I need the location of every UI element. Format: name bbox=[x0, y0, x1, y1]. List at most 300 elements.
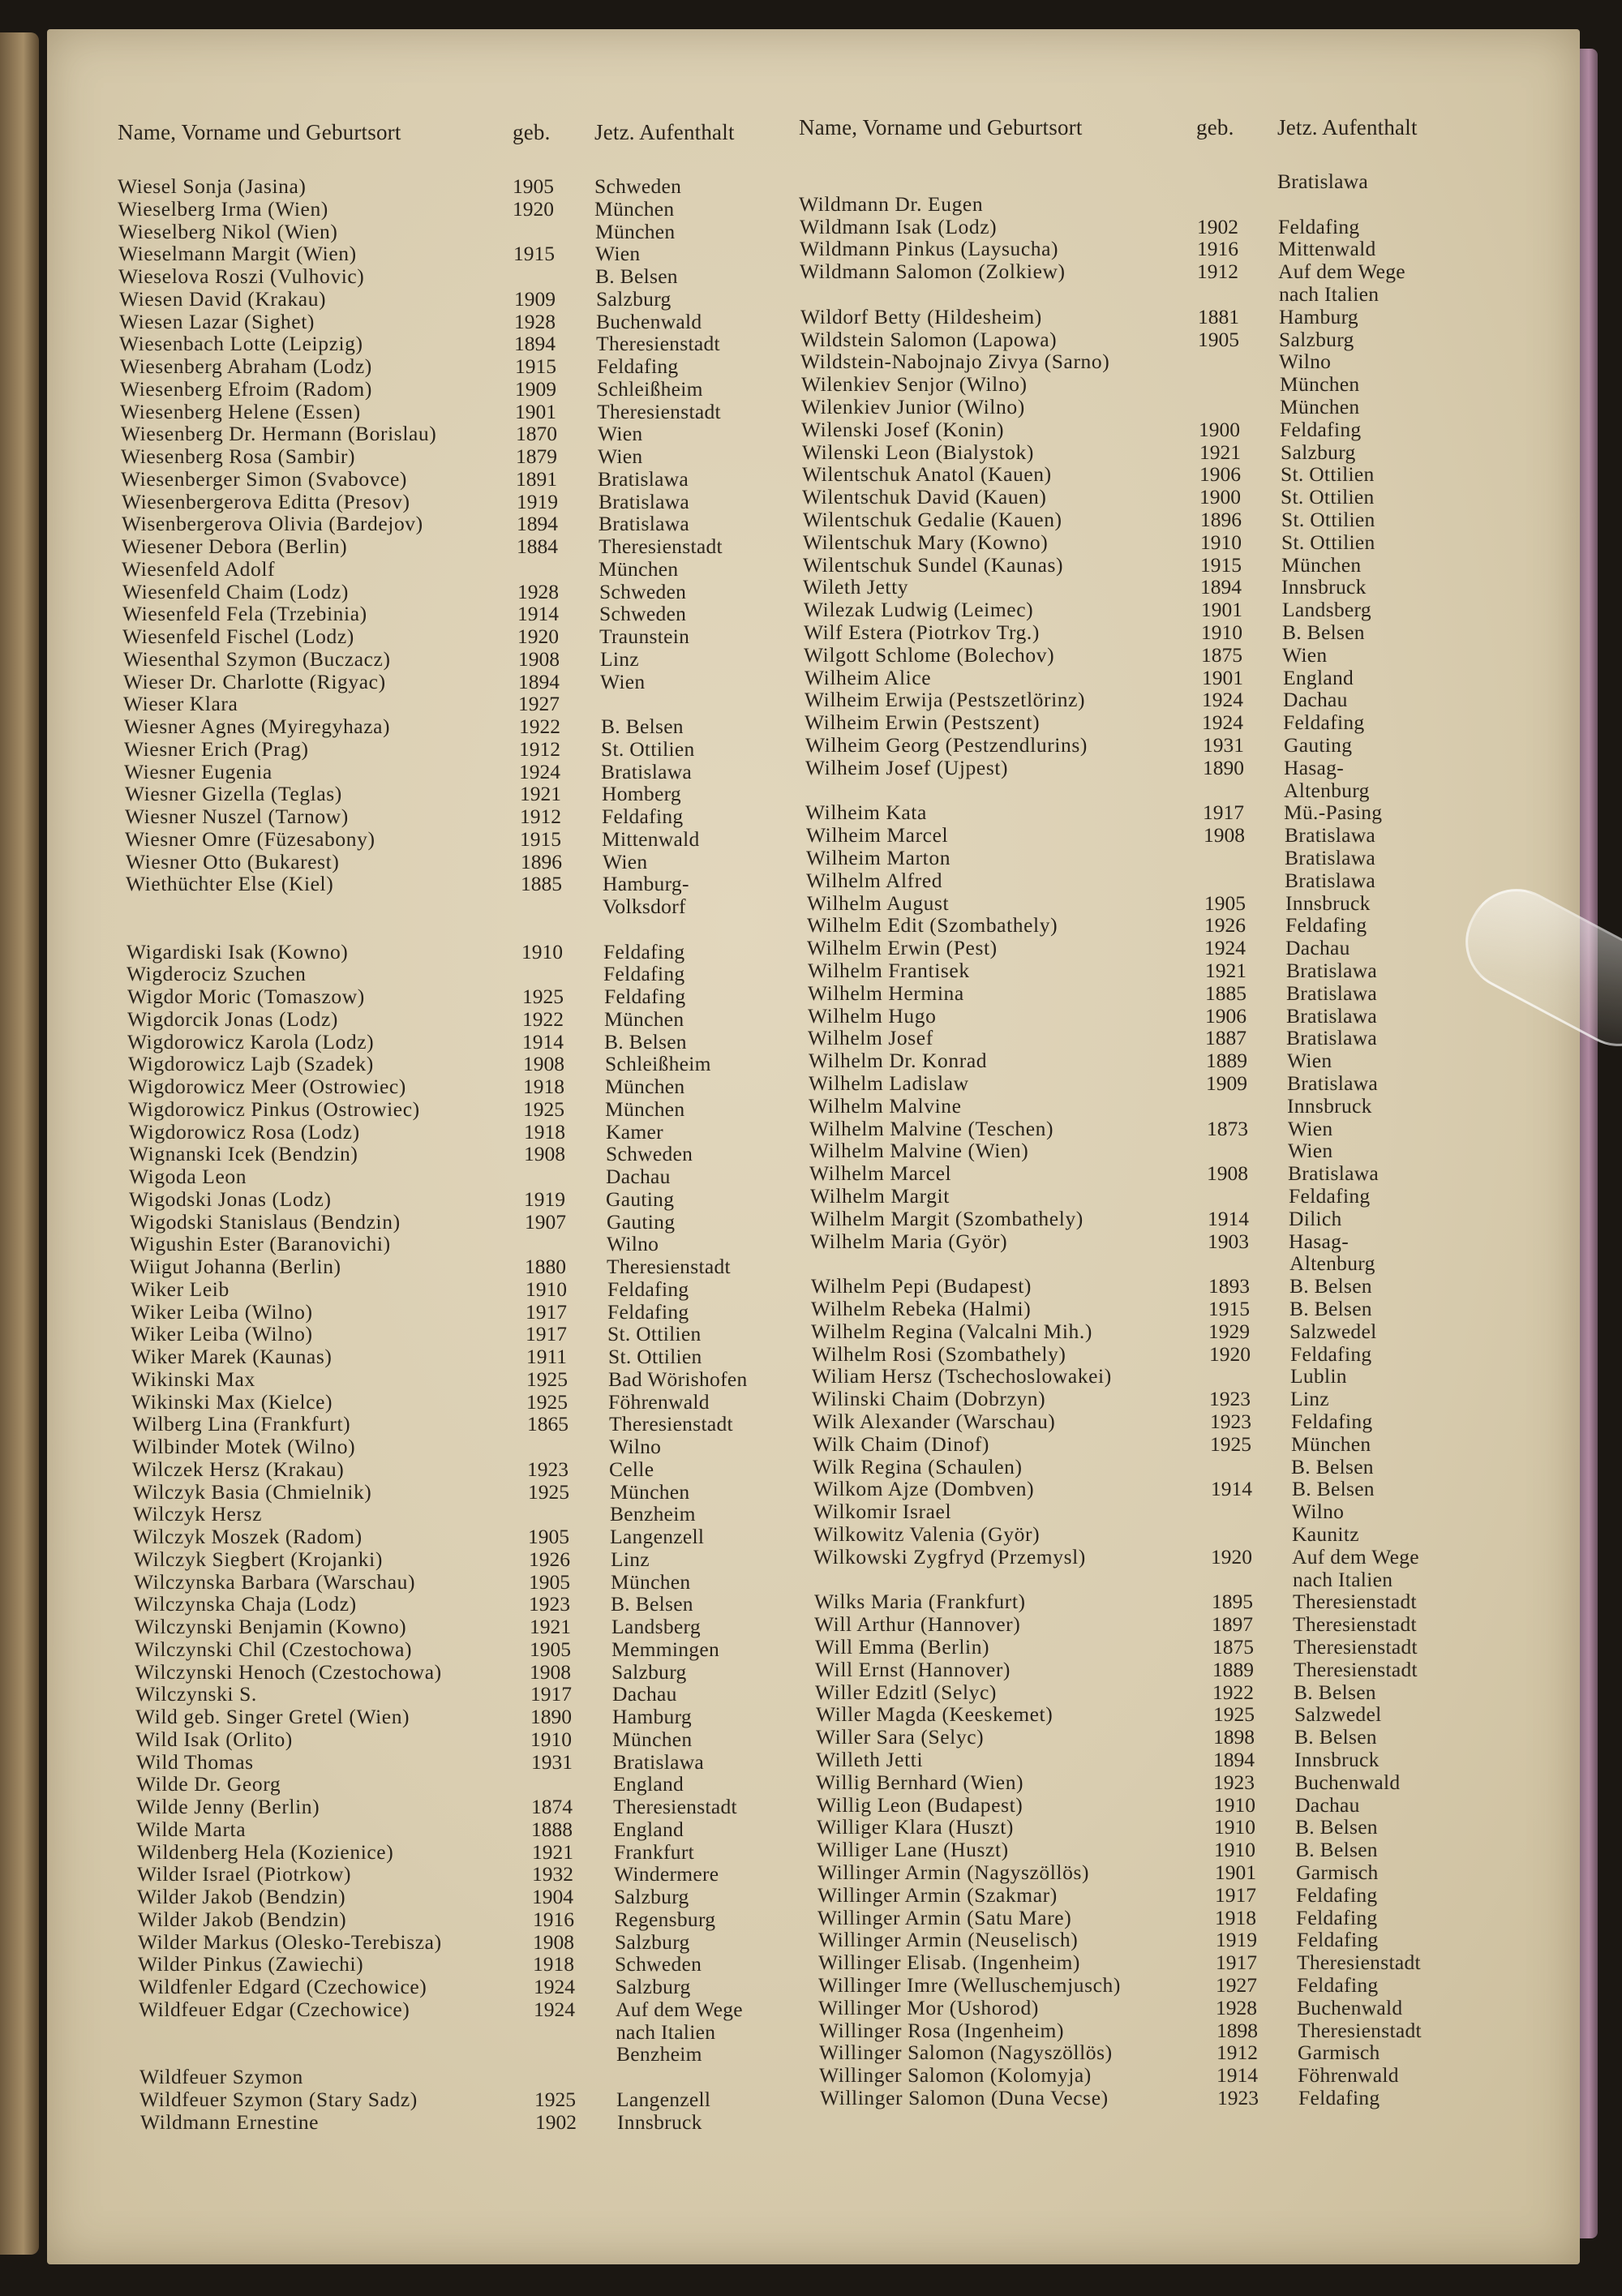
entry-birth-year: 1887 bbox=[1205, 1026, 1247, 1049]
entry-name: Wilhelm Malvine bbox=[809, 1094, 962, 1118]
entry-residence: Gauting bbox=[607, 1210, 676, 1234]
entry-residence: B. Belsen bbox=[1289, 1297, 1372, 1320]
binding-edge bbox=[1580, 49, 1598, 2238]
entry-birth-year: 1916 bbox=[1197, 237, 1238, 260]
entry-birth-year: 1914 bbox=[1208, 1207, 1249, 1230]
entry-birth-year: 1889 bbox=[1206, 1049, 1247, 1072]
entry-name: Wigushin Ester (Baranovichi) bbox=[130, 1232, 391, 1255]
entry-name: Wiesener Debora (Berlin) bbox=[122, 534, 348, 558]
entry-name: Wileth Jetty bbox=[803, 575, 909, 599]
entry-name: Wiesenberg Abraham (Lodz) bbox=[120, 354, 372, 378]
entry-name: Wiesner Otto (Bukarest) bbox=[126, 850, 340, 873]
entry-residence: Dilich bbox=[1289, 1207, 1342, 1230]
entry-residence: Kaunitz bbox=[1292, 1522, 1359, 1546]
entry-residence: Theresienstadt bbox=[1297, 1951, 1421, 1974]
entry-birth-year: 1921 bbox=[532, 1840, 573, 1864]
entry-birth-year: 1910 bbox=[1214, 1815, 1255, 1839]
entry-residence: Linz bbox=[600, 647, 639, 671]
entry-name: Wiesner Eugenia bbox=[124, 760, 272, 783]
entry-birth-year: 1925 bbox=[534, 2088, 576, 2111]
entry-birth-year: 1914 bbox=[522, 1030, 564, 1054]
entry-name: Wilk Alexander (Warschau) bbox=[813, 1410, 1056, 1433]
entry-birth-year: 1921 bbox=[1205, 959, 1247, 982]
entry-name: Wieser Dr. Charlotte (Rigyac) bbox=[123, 670, 386, 693]
entry-birth-year: 1900 bbox=[1199, 485, 1241, 509]
entry-name: Wilhelm Malvine (Wien) bbox=[809, 1139, 1029, 1162]
entry-birth-year: 1910 bbox=[1214, 1838, 1255, 1861]
entry-birth-year: 1912 bbox=[1197, 260, 1238, 283]
entry-name: Wildfeuer Szymon (Stary Sadz) bbox=[139, 2088, 418, 2111]
entry-name: Wilheim Erwin (Pestszent) bbox=[805, 710, 1041, 734]
entry-birth-year: 1894 bbox=[517, 512, 558, 535]
entry-birth-year: 1915 bbox=[515, 354, 556, 378]
entry-name: Willinger Mor (Ushorod) bbox=[818, 1996, 1039, 2019]
entry-birth-year: 1905 bbox=[1204, 891, 1246, 915]
entry-name: Wilkowitz Valenia (Györ) bbox=[813, 1522, 1041, 1546]
entry-birth-year: 1910 bbox=[1200, 530, 1242, 554]
entry-residence: Bratislawa bbox=[1286, 1004, 1378, 1028]
entry-birth-year: 1925 bbox=[526, 1367, 568, 1391]
entry-name: Wildfeuer Edgar (Czechowice) bbox=[139, 1998, 410, 2021]
entry-name: Wilinski Chaim (Dobrzyn) bbox=[812, 1387, 1046, 1410]
entry-residence: Theresienstadt bbox=[609, 1412, 733, 1436]
entry-residence: München bbox=[605, 1075, 685, 1098]
entry-name: Will Arthur (Hannover) bbox=[814, 1612, 1021, 1636]
entry-residence: St. Ottilien bbox=[601, 737, 695, 761]
entry-name: Wilenski Josef (Konin) bbox=[801, 418, 1005, 441]
entry-residence: München bbox=[612, 1727, 693, 1751]
entry-name: Wiesen David (Krakau) bbox=[119, 287, 327, 311]
entry-name: Willinger Elisab. (Ingenheim) bbox=[818, 1951, 1080, 1974]
entry-name: Wilgott Schlome (Bolechov) bbox=[804, 643, 1055, 667]
entry-name: Wildfeuer Szymon bbox=[139, 2065, 303, 2088]
entry-name: Willinger Rosa (Ingenheim) bbox=[819, 2019, 1065, 2042]
entry-residence: Schleißheim bbox=[597, 377, 703, 401]
entry-name: Wilde Jenny (Berlin) bbox=[136, 1795, 320, 1818]
entry-residence: Föhrenwald bbox=[1298, 2063, 1399, 2087]
entry-residence: Feldafing bbox=[607, 1277, 689, 1301]
entry-birth-year: 1889 bbox=[1212, 1658, 1254, 1681]
entry-residence: Wien bbox=[1288, 1139, 1333, 1162]
entry-residence: B. Belsen bbox=[1282, 620, 1365, 644]
entry-residence: Altenburg bbox=[1289, 1251, 1375, 1275]
entry-name: Willinger Armin (Satu Mare) bbox=[817, 1906, 1072, 1929]
entry-name: Wilhelm Frantisek bbox=[808, 959, 970, 982]
entry-name: Wildenberg Hela (Kozienice) bbox=[137, 1840, 394, 1864]
entry-birth-year: 1890 bbox=[530, 1705, 572, 1728]
entry-birth-year: 1923 bbox=[1217, 2086, 1259, 2109]
entry-name: Wilentschuk Gedalie (Kauen) bbox=[803, 508, 1062, 531]
entry-name: Wilhelm Regina (Valcalni Mih.) bbox=[811, 1320, 1092, 1343]
entry-residence: Hamburg bbox=[1279, 305, 1358, 328]
entry-birth-year: 1880 bbox=[525, 1255, 566, 1278]
entry-residence: Langenzell bbox=[610, 1525, 705, 1548]
entry-birth-year: 1884 bbox=[517, 534, 558, 558]
entry-residence: Auf dem Wege bbox=[616, 1998, 743, 2021]
entry-name: Wilheim Marcel bbox=[806, 823, 949, 847]
entry-residence: England bbox=[613, 1817, 684, 1841]
entry-birth-year: 1908 bbox=[530, 1660, 571, 1684]
entry-residence: Garmisch bbox=[1296, 1860, 1379, 1884]
entry-residence: München bbox=[1281, 553, 1362, 577]
entry-birth-year: 1914 bbox=[1216, 2063, 1258, 2087]
entry-name: Wilczynska Chaja (Lodz) bbox=[134, 1592, 357, 1616]
entry-residence: Buchenwald bbox=[1297, 1996, 1403, 2019]
entry-birth-year: 1894 bbox=[1200, 575, 1242, 599]
entry-birth-year: 1920 bbox=[517, 624, 559, 648]
header-name: Name, Vorname und Geburtsort bbox=[799, 115, 1083, 139]
entry-birth-year: 1919 bbox=[517, 490, 558, 513]
entry-name: Wilczynski Chil (Czestochowa) bbox=[135, 1637, 413, 1661]
entry-birth-year: 1919 bbox=[524, 1187, 565, 1211]
entry-name: Wilhelm Rebeka (Halmi) bbox=[811, 1297, 1032, 1320]
entry-birth-year: 1912 bbox=[519, 737, 560, 761]
entry-residence: Theresienstadt bbox=[599, 534, 723, 558]
entry-name: Wiesner Gizella (Teglas) bbox=[125, 782, 342, 805]
entry-name: Wiesenthal Szymon (Buczacz) bbox=[123, 647, 391, 671]
entry-residence: Buchenwald bbox=[1294, 1770, 1401, 1794]
entry-name: Wiesenfeld Fela (Trzebinia) bbox=[122, 602, 367, 625]
entry-birth-year: 1926 bbox=[1204, 913, 1246, 937]
entry-residence: Schweden bbox=[594, 174, 682, 198]
entry-birth-year: 1894 bbox=[518, 670, 560, 693]
entry-name: Willig Leon (Budapest) bbox=[817, 1793, 1023, 1817]
entry-residence: Salzwedel bbox=[1294, 1702, 1382, 1726]
entry-residence: München bbox=[610, 1480, 690, 1504]
entry-birth-year: 1928 bbox=[1216, 1996, 1257, 2019]
entry-residence: Feldafing bbox=[1290, 1342, 1372, 1366]
entry-residence: Landsberg bbox=[611, 1615, 701, 1638]
entry-name: Wikinski Max (Kielce) bbox=[131, 1390, 333, 1414]
entry-birth-year: 1925 bbox=[523, 1097, 564, 1121]
entry-birth-year: 1925 bbox=[526, 1390, 568, 1414]
entry-residence: St. Ottilien bbox=[607, 1322, 702, 1345]
entry-birth-year: 1911 bbox=[526, 1345, 568, 1368]
entry-residence: Salzburg bbox=[1281, 440, 1356, 464]
entry-residence: B. Belsen bbox=[595, 264, 678, 288]
entry-residence: Memmingen bbox=[611, 1637, 720, 1661]
entry-residence: Wien bbox=[595, 242, 641, 265]
entry-residence: Hasag- bbox=[1289, 1230, 1350, 1253]
entry-birth-year: 1903 bbox=[1208, 1230, 1249, 1253]
entry-residence: Regensburg bbox=[615, 1908, 716, 1931]
entry-residence: Innsbruck bbox=[1287, 1094, 1372, 1118]
entry-residence: München bbox=[599, 557, 679, 581]
entry-name: Wildstein Salomon (Lapowa) bbox=[800, 328, 1058, 351]
entry-residence: Auf dem Wege bbox=[1278, 260, 1405, 283]
entry-name: Wigdorowicz Rosa (Lodz) bbox=[129, 1120, 360, 1144]
entry-residence: Theresienstadt bbox=[607, 1255, 731, 1278]
entry-residence: Feldafing bbox=[1298, 2086, 1380, 2109]
entry-name: Wigoda Leon bbox=[129, 1165, 247, 1188]
entry-name: Williger Klara (Huszt) bbox=[817, 1815, 1014, 1839]
entry-name: Willinger Armin (Nagyszöllös) bbox=[817, 1860, 1090, 1884]
entry-name: Wikinski Max bbox=[131, 1367, 255, 1391]
entry-birth-year: 1914 bbox=[1211, 1477, 1252, 1500]
entry-residence: St. Ottilien bbox=[1281, 485, 1375, 509]
entry-birth-year: 1923 bbox=[1209, 1387, 1251, 1410]
entry-residence: Bratislawa bbox=[1285, 869, 1376, 892]
entry-residence: Wilno bbox=[609, 1435, 662, 1458]
entry-name: Willinger Salomon (Duna Vecse) bbox=[820, 2086, 1109, 2109]
entry-name: Wilczynski Benjamin (Kowno) bbox=[135, 1615, 407, 1638]
entry-name: Wild Thomas bbox=[136, 1750, 254, 1774]
entry-name: Wiesner Nuszel (Tarnow) bbox=[125, 805, 349, 828]
entry-birth-year: 1924 bbox=[534, 1975, 575, 1998]
entry-birth-year: 1896 bbox=[521, 850, 562, 873]
entry-residence: Bratislawa bbox=[1285, 846, 1376, 869]
entry-name: Wildmann Pinkus (Laysucha) bbox=[800, 237, 1059, 260]
entry-name: Wiesenberger Simon (Svabovce) bbox=[121, 467, 407, 491]
entry-birth-year: 1920 bbox=[1211, 1545, 1252, 1569]
entry-birth-year: 1925 bbox=[522, 985, 564, 1008]
entry-residence: Bratislawa bbox=[1286, 1026, 1378, 1049]
header-residence: Jetz. Aufenthalt bbox=[594, 120, 735, 144]
entry-birth-year: 1915 bbox=[1208, 1297, 1250, 1320]
entry-residence: München bbox=[594, 197, 675, 221]
entry-name: Wiesenberg Dr. Hermann (Borislau) bbox=[121, 422, 437, 445]
entry-residence: Bratislawa bbox=[599, 512, 690, 535]
entry-residence: Feldafing bbox=[607, 1300, 689, 1324]
entry-residence: Hasag- bbox=[1284, 756, 1345, 779]
entry-name: Wignanski Icek (Bendzin) bbox=[129, 1142, 358, 1165]
entry-residence: Theresienstadt bbox=[597, 400, 721, 423]
entry-name: Wildmann Isak (Lodz) bbox=[800, 215, 998, 238]
entry-birth-year: 1904 bbox=[532, 1885, 573, 1908]
entry-birth-year: 1922 bbox=[522, 1007, 564, 1031]
entry-residence: B. Belsen bbox=[1291, 1455, 1374, 1478]
entry-residence: Mü.-Pasing bbox=[1284, 800, 1383, 824]
entry-residence: Gauting bbox=[606, 1187, 675, 1211]
entry-name: Wildstein-Nabojnajo Zivya (Sarno) bbox=[800, 350, 1110, 373]
entry-residence: Salzwedel bbox=[1289, 1320, 1377, 1343]
entry-residence: Bratislawa bbox=[1285, 823, 1376, 847]
entry-birth-year: 1873 bbox=[1207, 1117, 1248, 1140]
entry-residence: Traunstein bbox=[599, 624, 690, 648]
entry-name: Wigdor Moric (Tomaszow) bbox=[127, 985, 365, 1008]
entry-birth-year: 1932 bbox=[532, 1862, 573, 1886]
entry-birth-year: 1896 bbox=[1200, 508, 1242, 531]
entry-name: Wilkomir Israel bbox=[813, 1500, 952, 1523]
entry-birth-year: 1901 bbox=[1201, 598, 1242, 621]
entry-birth-year: 1914 bbox=[517, 602, 559, 625]
entry-name: Wilentschuk David (Kauen) bbox=[802, 485, 1047, 509]
entry-birth-year: 1929 bbox=[1208, 1320, 1250, 1343]
entry-birth-year: 1921 bbox=[520, 782, 561, 805]
entry-name: Willer Edzitl (Selyc) bbox=[815, 1680, 997, 1704]
entry-name: Williger Lane (Huszt) bbox=[817, 1838, 1009, 1861]
entry-residence: St. Ottilien bbox=[608, 1345, 702, 1368]
entry-residence: Wien bbox=[1282, 643, 1328, 667]
entry-residence: Feldafing bbox=[1296, 1883, 1378, 1907]
entry-name: Wilder Jakob (Bendzin) bbox=[137, 1885, 346, 1908]
entry-name: Willinger Armin (Szakmar) bbox=[817, 1883, 1058, 1907]
entry-name: Wilheim Georg (Pestzendlurins) bbox=[805, 733, 1088, 757]
entry-residence: Feldafing bbox=[1297, 1928, 1379, 1951]
entry-residence: B. Belsen bbox=[1292, 1477, 1375, 1500]
entry-name: Wilks Maria (Frankfurt) bbox=[814, 1590, 1026, 1613]
entry-residence: England bbox=[613, 1772, 684, 1796]
entry-residence: Wilno bbox=[607, 1232, 659, 1255]
entry-residence: St. Ottilien bbox=[1281, 462, 1375, 486]
entry-birth-year: 1917 bbox=[530, 1682, 572, 1706]
entry-name: Wiesenberg Efroim (Radom) bbox=[120, 377, 372, 401]
entry-birth-year: 1908 bbox=[1207, 1161, 1248, 1185]
entry-name: Wieser Klara bbox=[123, 692, 238, 715]
entry-birth-year: 1910 bbox=[1201, 620, 1242, 644]
entry-residence: Bad Wörishofen bbox=[608, 1367, 748, 1391]
entry-residence: München bbox=[595, 220, 676, 243]
entry-birth-year: 1916 bbox=[533, 1908, 574, 1931]
entry-birth-year: 1924 bbox=[1202, 710, 1243, 734]
entry-residence: Linz bbox=[611, 1547, 650, 1571]
entry-birth-year: 1865 bbox=[527, 1412, 569, 1436]
entry-residence: München bbox=[1280, 372, 1360, 396]
entry-birth-year: 1917 bbox=[526, 1322, 567, 1345]
entry-residence: Wien bbox=[603, 850, 648, 873]
entry-name: Wigdorcik Jonas (Lodz) bbox=[127, 1007, 339, 1031]
entry-birth-year: 1915 bbox=[520, 827, 561, 851]
entry-residence: Feldafing bbox=[1296, 1906, 1378, 1929]
entry-residence: Bratislawa bbox=[1277, 170, 1369, 193]
entry-birth-year: 1917 bbox=[1203, 800, 1244, 824]
entry-residence: München bbox=[1280, 395, 1360, 418]
entry-residence: Bratislawa bbox=[599, 490, 690, 513]
entry-residence: Föhrenwald bbox=[608, 1390, 710, 1414]
entry-name: Wiesenfeld Fischel (Lodz) bbox=[122, 624, 354, 648]
entry-residence: Frankfurt bbox=[614, 1840, 695, 1864]
entry-birth-year: 1875 bbox=[1201, 643, 1242, 667]
entry-residence: B. Belsen bbox=[1294, 1725, 1377, 1749]
entry-birth-year: 1885 bbox=[521, 872, 562, 895]
entry-residence: Innsbruck bbox=[1294, 1748, 1380, 1771]
entry-name: Willinger Salomon (Nagyszöllös) bbox=[819, 2041, 1113, 2064]
entry-residence: England bbox=[1283, 666, 1354, 689]
entry-name: Wilhelm Hermina bbox=[808, 981, 964, 1005]
entry-residence: Salzburg bbox=[1279, 328, 1354, 351]
entry-birth-year: 1915 bbox=[1200, 553, 1242, 577]
entry-birth-year: 1906 bbox=[1205, 1004, 1247, 1028]
entry-birth-year: 1908 bbox=[518, 647, 560, 671]
entry-name: Wilezak Ludwig (Leimec) bbox=[804, 598, 1034, 621]
entry-residence: Feldafing bbox=[597, 354, 679, 378]
entry-name: Wilczynski S. bbox=[135, 1682, 257, 1706]
entry-birth-year: 1900 bbox=[1199, 418, 1240, 441]
entry-birth-year: 1902 bbox=[1197, 215, 1238, 238]
entry-name: Wildfenler Edgard (Czechowice) bbox=[139, 1975, 427, 1998]
entry-name: Wilczyk Basia (Chmielnik) bbox=[133, 1480, 372, 1504]
entry-name: Willer Magda (Keeskemet) bbox=[816, 1702, 1053, 1726]
entry-name: Wilheim Kata bbox=[805, 800, 927, 824]
entry-residence: Schweden bbox=[615, 1952, 702, 1976]
entry-birth-year: 1910 bbox=[521, 940, 563, 963]
entry-residence: Benzheim bbox=[616, 2042, 702, 2066]
entry-birth-year: 1917 bbox=[1215, 1883, 1256, 1907]
entry-name: Wilentschuk Anatol (Kauen) bbox=[802, 462, 1052, 486]
entry-name: Willer Sara (Selyc) bbox=[816, 1725, 985, 1749]
entry-birth-year: 1924 bbox=[519, 760, 560, 783]
entry-name: Wilkom Ajze (Dombven) bbox=[813, 1477, 1035, 1500]
header-year: geb. bbox=[513, 120, 551, 144]
entry-birth-year: 1893 bbox=[1208, 1274, 1250, 1298]
entry-birth-year: 1915 bbox=[513, 242, 555, 265]
entry-residence: Schweden bbox=[599, 602, 687, 625]
entry-name: Wiesner Erich (Prag) bbox=[124, 737, 309, 761]
entry-name: Wiesen Lazar (Sighet) bbox=[119, 310, 315, 333]
entry-residence: B. Belsen bbox=[1294, 1680, 1376, 1704]
entry-residence: Dachau bbox=[1285, 936, 1350, 959]
entry-name: Wigodski Stanislaus (Bendzin) bbox=[130, 1210, 401, 1234]
entry-birth-year: 1910 bbox=[1214, 1793, 1255, 1817]
entry-name: Wigdorowicz Pinkus (Ostrowiec) bbox=[128, 1097, 420, 1121]
entry-birth-year: 1923 bbox=[527, 1457, 569, 1481]
entry-birth-year: 1910 bbox=[530, 1727, 572, 1751]
entry-name: Wildmann Dr. Eugen bbox=[799, 192, 984, 216]
entry-residence: Theresienstadt bbox=[1298, 2019, 1422, 2042]
entry-name: Wiesenbergerova Editta (Presov) bbox=[122, 490, 410, 513]
entry-name: Wilder Markus (Olesko-Terebisza) bbox=[138, 1930, 442, 1954]
entry-birth-year: 1909 bbox=[514, 287, 556, 311]
entry-residence: B. Belsen bbox=[1295, 1838, 1378, 1861]
entry-residence: Theresienstadt bbox=[613, 1795, 737, 1818]
entry-birth-year: 1922 bbox=[1212, 1680, 1254, 1704]
entry-residence: Volksdorf bbox=[603, 895, 686, 918]
entry-name: Wilkowski Zygfryd (Przemysl) bbox=[813, 1545, 1086, 1569]
entry-residence: Theresienstadt bbox=[1294, 1635, 1418, 1659]
entry-residence: Theresienstadt bbox=[1293, 1590, 1417, 1613]
entry-birth-year: 1921 bbox=[1199, 440, 1241, 464]
entry-name: Willinger Salomon (Kolomyja) bbox=[819, 2063, 1092, 2087]
entry-residence: Salzburg bbox=[615, 1930, 690, 1954]
entry-name: Wilk Regina (Schaulen) bbox=[813, 1455, 1023, 1478]
entry-residence: Dachau bbox=[612, 1682, 677, 1706]
entry-birth-year: 1909 bbox=[1206, 1071, 1247, 1095]
entry-name: Wilhelm Alfred bbox=[806, 869, 943, 892]
entry-residence: Bratislawa bbox=[1286, 959, 1378, 982]
entry-residence: Feldafing bbox=[1297, 1973, 1379, 1997]
entry-residence: Windermere bbox=[614, 1862, 719, 1886]
entry-residence: Feldafing bbox=[1289, 1184, 1371, 1208]
entry-name: Wieselova Roszi (Vulhovic) bbox=[118, 264, 365, 288]
entry-name: Wiker Marek (Kaunas) bbox=[131, 1345, 333, 1368]
entry-name: Wilberg Lina (Frankfurt) bbox=[132, 1412, 351, 1436]
entry-birth-year: 1924 bbox=[1202, 688, 1243, 711]
entry-name: Wilenkiev Junior (Wilno) bbox=[801, 395, 1025, 418]
entry-residence: St. Ottilien bbox=[1281, 530, 1375, 554]
entry-name: Wiigut Johanna (Berlin) bbox=[130, 1255, 341, 1278]
entry-birth-year: 1931 bbox=[531, 1750, 573, 1774]
entry-residence: Wien bbox=[598, 422, 643, 445]
entry-residence: Feldafing bbox=[1280, 418, 1362, 441]
entry-name: Wilhelm Hugo bbox=[808, 1004, 937, 1028]
entry-name: Wiker Leib bbox=[131, 1277, 230, 1301]
entry-birth-year: 1925 bbox=[1210, 1432, 1251, 1456]
entry-birth-year: 1923 bbox=[529, 1592, 570, 1616]
entry-name: Wilheim Josef (Ujpest) bbox=[805, 756, 1009, 779]
entry-birth-year: 1894 bbox=[514, 332, 556, 355]
entry-name: Wisenbergerova Olivia (Bardejov) bbox=[122, 512, 423, 535]
entry-birth-year: 1905 bbox=[528, 1525, 569, 1548]
entry-residence: Buchenwald bbox=[596, 310, 702, 333]
entry-residence: Dachau bbox=[1283, 688, 1348, 711]
entry-birth-year: 1920 bbox=[513, 197, 554, 221]
entry-birth-year: 1908 bbox=[524, 1142, 565, 1165]
entry-name: Wiesel Sonja (Jasina) bbox=[118, 174, 307, 198]
entry-birth-year: 1891 bbox=[516, 467, 557, 491]
entry-name: Will Emma (Berlin) bbox=[815, 1635, 990, 1659]
entry-residence: Mittenwald bbox=[602, 827, 700, 851]
entry-residence: Homberg bbox=[602, 782, 681, 805]
